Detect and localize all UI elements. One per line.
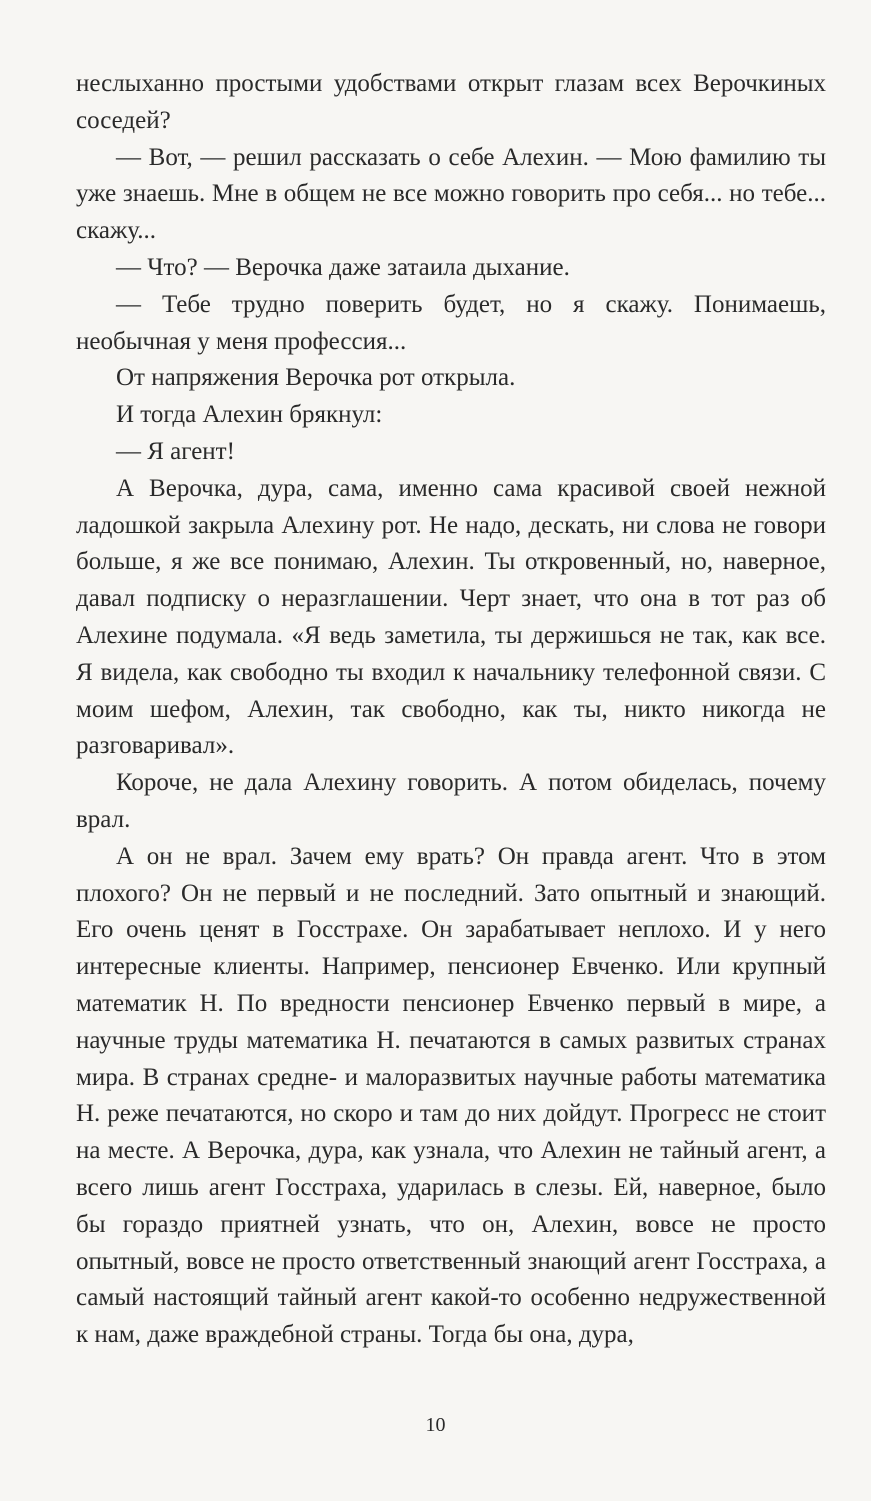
page-number: 10 bbox=[425, 1414, 446, 1436]
paragraph-3: — Что? — Верочка даже затаила дыхание. bbox=[116, 253, 570, 281]
paragraph-8: А Верочка, дура, сама, именно сама красивой своей нежной ладошкой закрыла Алехину рот. Не надо, дескать, ни слова не говори больше, я же все понимаю, Алехин. Ты откровенный, но, наверное, давал подписку о неразглашении. Черт знает, что она в тот раз об Алехине подумала. «Я ведь заметила, ты держишься не так, как все. Я видела, как свободно ты входил к начальнику телефонной связи. С моим шефом, Алехин, так свободно, как ты, никто никогда не разговаривал». bbox=[76, 474, 826, 760]
paragraph-7: — Я агент! bbox=[116, 437, 235, 465]
paragraph-6: И тогда Алехин брякнул: bbox=[116, 401, 383, 429]
paragraph-1: неслыханно простыми удобствами открыт глазам всех Верочкиных соседей? bbox=[76, 70, 826, 134]
paragraph-10: А он не врал. Зачем ему врать? Он правда агент. Что в этом плохого? Он не первый и не последний. Зато опытный и знающий. Его очень ценят в Госстрахе. Он зарабатывает неплохо. И у него интересные клиенты. Например, пенсионер Евченко. Или крупный математик Н. По вредности пенсионер Евченко первый в мире, а научные труды математика Н. печатаются в самых развитых странах мира. В странах средне- и малоразвитых научные работы математика Н. реже печатаются, но скоро и там до них дойдут. Прогресс не стоит на месте. А Верочка, дура, как узнала, что Алехин не тайный агент, а всего лишь агент Госстраха, ударилась в слезы. Ей, наверное, было бы гораздо приятней узнать, что он, Алехин, вовсе не просто опытный, вовсе не просто ответственный знающий агент Госстраха, а самый настоящий тайный агент какой-то особенно недружественной к нам, даже враждебной страны. Тогда бы она, дура, bbox=[76, 842, 826, 1349]
paragraph-5: От напряжения Верочка рот открыла. bbox=[116, 364, 516, 392]
paragraph-2: — Вот, — решил рассказать о себе Алехин. — Мою фамилию ты уже знаешь. Мне в общем не все можно говорить про себя... но тебе... скажу... bbox=[76, 143, 826, 245]
paragraph-9: Короче, не дала Алехину говорить. А потом обиделась, почему врал. bbox=[76, 769, 826, 833]
body-text bbox=[76, 66, 826, 1354]
paragraph-4: — Тебе трудно поверить будет, но я скажу. Понимаешь, необычная у меня профессия... bbox=[76, 290, 826, 355]
